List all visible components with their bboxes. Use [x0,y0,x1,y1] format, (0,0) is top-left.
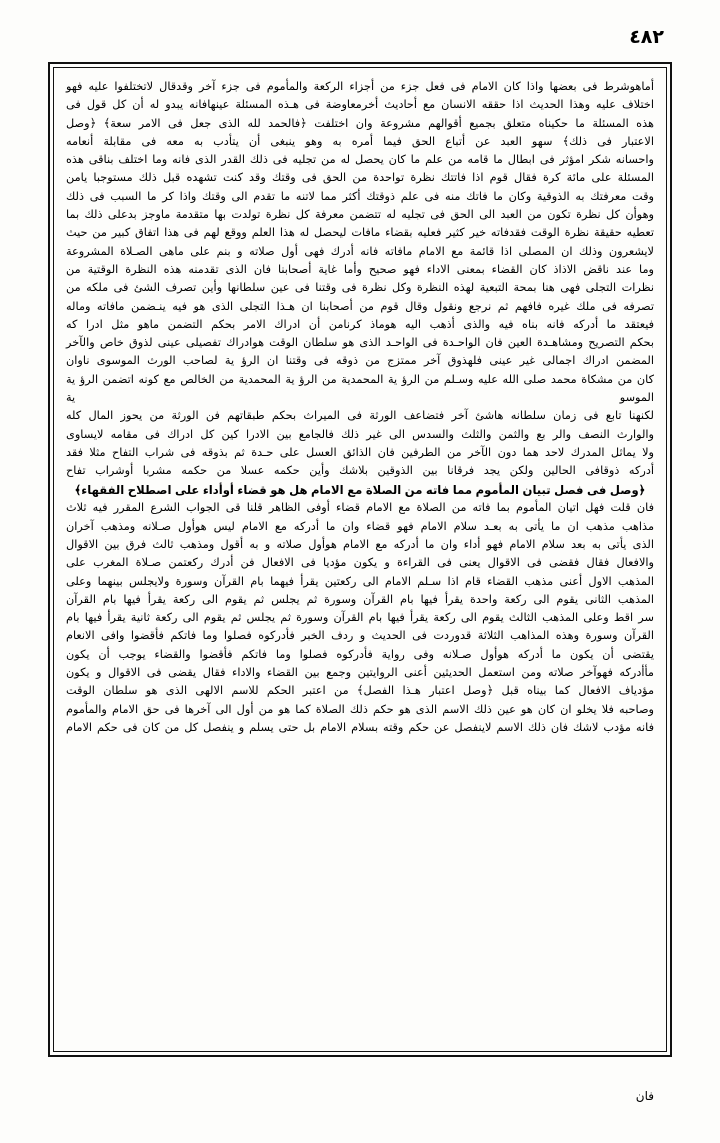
page-text-area [53,67,667,1052]
text-line: أدركه ذوقافى الحالين ولكن يجد فرقانا بين الذوقين بلاشك وأين حكمه عسلا من حكمه مشربا أوشراب تفاح [66,464,654,478]
text-line: هذه المسئلة ما حكيناه متعلق بجميع أقوالهم مشروعة وان اختلفت ﴿فالحمد لله الذى جعل فى الامر سعة﴾ ﴿وصل [66,116,654,130]
text-line: نظرات التجلى فهى هنا بمحة التبعية لهذه النظرة وكل نظرة فى وقتنا فى عين سلطانها وأين تصرف الشئ فى ملكه من [66,281,654,295]
text-line: مؤدياف الافعال كما بيناه قبل ﴿وصل اعتبار هـذا الفصل﴾ من اعتبر الحكم للاسم الالهى الذى هو سلطان الوقت [66,684,654,698]
text-line: المذهب الاول أعنى مذهب القضاء قام اذا سـلم الامام الى ركعتين يقرأ فيهما بام القرآن وسورة ولايجلس بينهما وعلى [66,574,654,588]
body-text-block [66,78,654,737]
text-line: الذى يأتى به بعد سلام الامام فهو أداء وان ما أدركه مع الامام هوأول صلاته و به أقول ومذهب ثالث فرق بين الاقوال [66,537,654,551]
text-line: مذاهب مذهب ان ما يأتى به بعـد سلام الامام فهو قضاء وان ما أدركه مع الامام ليس هوأول صـلانه ومذهب آخران [66,519,654,533]
text-line: أماهوشرط فى بعضها واذا كان الامام فى فعل جزء من أجزاء الركعة والمأموم فى جزء آخر وقدقال لاتختلفوا عليه فهو [66,80,654,93]
text-line: فيعتقد ما أدركه فانه بناه فيه والذى أذهب اليه هوماذ كرنامن أن ادراك الامر بحكم التضمن ماهو مثل ادرا كه [66,317,654,331]
text-line: فان قلت فهل اتيان المأموم بما فاته من الصلاة مع الامام قضاء أوفى الظاهر قلنا قى الجواب الشرع المقرر فيه ثلاث [66,501,654,515]
text-line: وما عند ناقض الاذاذ كان القضاء بمعنى الاداء فهو صحيح وأما غاية أصحابنا فان الذى تقدمنه هذه النظرة الوقتية من [66,262,654,276]
text-line: المضمن ادراك اجمالى غير عينى فلهذوق آخر ممتزج من ذوقه فى وقتنا ان الرؤ ية لصاحب الورث الموسوى ناوان [66,354,654,368]
text-line: ولا يماثل المدرك لاحد هما دون الآخر من الطرفين فان الذائق العسل على حـدة ثم بذوقه فى شراب التفاح مثلا فقد [66,445,654,459]
text-line: المسئلة على مائة كرة فقال قوم اذا فاتتك نظرة تواحدة من الحق فى وقتك وقد كنت تشهده قبل ذلك مستوجبا يامن [66,171,654,185]
text-line: تعطيه حقيقة نظرة الوقت فقدفاته خير كثير فعليه بقضاء مافات ليحصل له هذا العلم ووقع لهم فى هذا اتفاق كبير من حيث [66,226,654,240]
text-line: لايشعرون وذلك ان المصلى اذا قائمة مع الامام مافاته فانه أدرك فهى أول صلاته و بنم على ماهى الصـلاة المشروعة [66,244,654,258]
text-line: لكنهنا تابع فى زمان سلطانه هاشئ آخر فتضاعف الورثة فى الميراث بحكم طبقاتهم فن الورثة من يحوز المال كله [66,409,654,423]
text-line: والافعال فقال فقضى فى الاقوال يعنى فى القراءة و يكون مؤديا فى الافعال فن أدرك ركعتمن صـلاة المغرب على [66,556,654,570]
text-line: القرآن وسورة وهذه المذاهب الثلاثة قدوردت فى الحديث و ردف الخبر فأدركوه فصلوا وما فاتكم فأقضوا وافى الانعام [66,629,654,643]
catchword: فان [635,1089,654,1103]
text-line: الاعتبار فى ذلك﴾ سهو العبد عن أتباع الحق فيما أمره به وهو ينبغى أن يتأدب به معه فى مقابلة أنعامه [66,134,654,148]
text-line: كان من مشكاة محمد صلى الله عليه وسـلم من الرؤ ية المحمدية من الرؤ ية المحمدية من الخالص مع كونه اتضمن الرؤ ية الموسو ية [66,372,654,405]
text-line: تصرفه فى ملك غيره فافهم ثم نرجع ونقول وقال قوم من أصحابنا ان هـذا التجلى الذى هو فيه ينـضمن مافاته وماله [66,299,654,313]
text-line: والوارث النصف والر بع والثمن والثلث والسدس الى غير ذلك فالجامع بين الادرا كين كل ادراك فى مقامه لايساوى [66,427,654,441]
page-border-frame [48,62,672,1057]
text-line: مأأدركه فهوآخر صلاته ومن استعمل الحديثين أعنى الروايتين وجمع بين القضاء والاداء فقال يقضى فى الاقوال و يكون [66,665,654,679]
text-line: بحكم التصريح ومشاهـدة العين فان الواحـدة فى الواحـد الذى هو سلطان الوقت هوادراك تفصيلى عينى لذوق خاص والآخر [66,336,654,350]
text-line: فانه مؤدب لاشك فان ذلك الاسم لاينفصل عن حكم وقته بسلام الامام بل حتى يسلم و ينفصل كل من كان فى حكم الامام [66,720,654,734]
text-line: سر اقط وعلى المذهب الثالث يقوم الى ركعة يقرأ فيها بام القرآن وسورة ثم يجلس ثم يقوم الى ركعة ثانية يقرأ فيها بام [66,611,654,625]
text-line: وقت معرفتك به الذوقية وكان ما فاتك منه فى علم ذوقتك أكثر مما لاتنه ما تقدم الى وقتك واذا كر ما السبب فى ذلك [66,189,654,203]
section-heading: ﴿وصل فى فصل تبيان المأموم مما فاته من الصلاة مع الامام هل هو قضاء أوأداء على اصطلاح الفقهاء﴾ [74,482,646,497]
text-line: وصاحبه فلا يخلو ان كان هو عين ذلك الاسم الذى هو حكم ذلك الصلاة كما هو من أول الى آخرها فى حق الامام والمأموم [66,702,654,716]
page-number: ٤٨٢ [629,26,664,48]
text-line: واحسانه شكر امؤثر فى ابطال ما قامه من علم ما كان يحصل له من تجليه فى ذلك القدر الذى فانه وما اختلف بناقى هذه [66,153,654,167]
text-line: المذهب الثانى يقوم الى ركعة واحدة يقرأ فيها بام القرآن وسورة ثم يجلس ثم يقوم الى ركعة يقرأ فيها بام القرآن [66,592,654,606]
text-line: اختلاف عليه وهذا الحديث اذا حققه الانسان مع أحاديث أخرمعاوضة فى هـذه المسئلة عينهافانه يبدو له أن كل قول فى [66,98,654,112]
text-line: وهوأن كل نظرة تكون من العبد الى الحق فى تجليه له تتضمن معرفة كل نظرة تولدت بها متقدمة ماوجز بدعلى ذلك بما [66,208,654,222]
text-line: يقتضى أن يكون ما أدركه هوأول صـلانه وفى رواية فأدركوه فصلوا وما فاتكم فأقضوا والقضاء يوجب أن يكون [66,647,654,661]
